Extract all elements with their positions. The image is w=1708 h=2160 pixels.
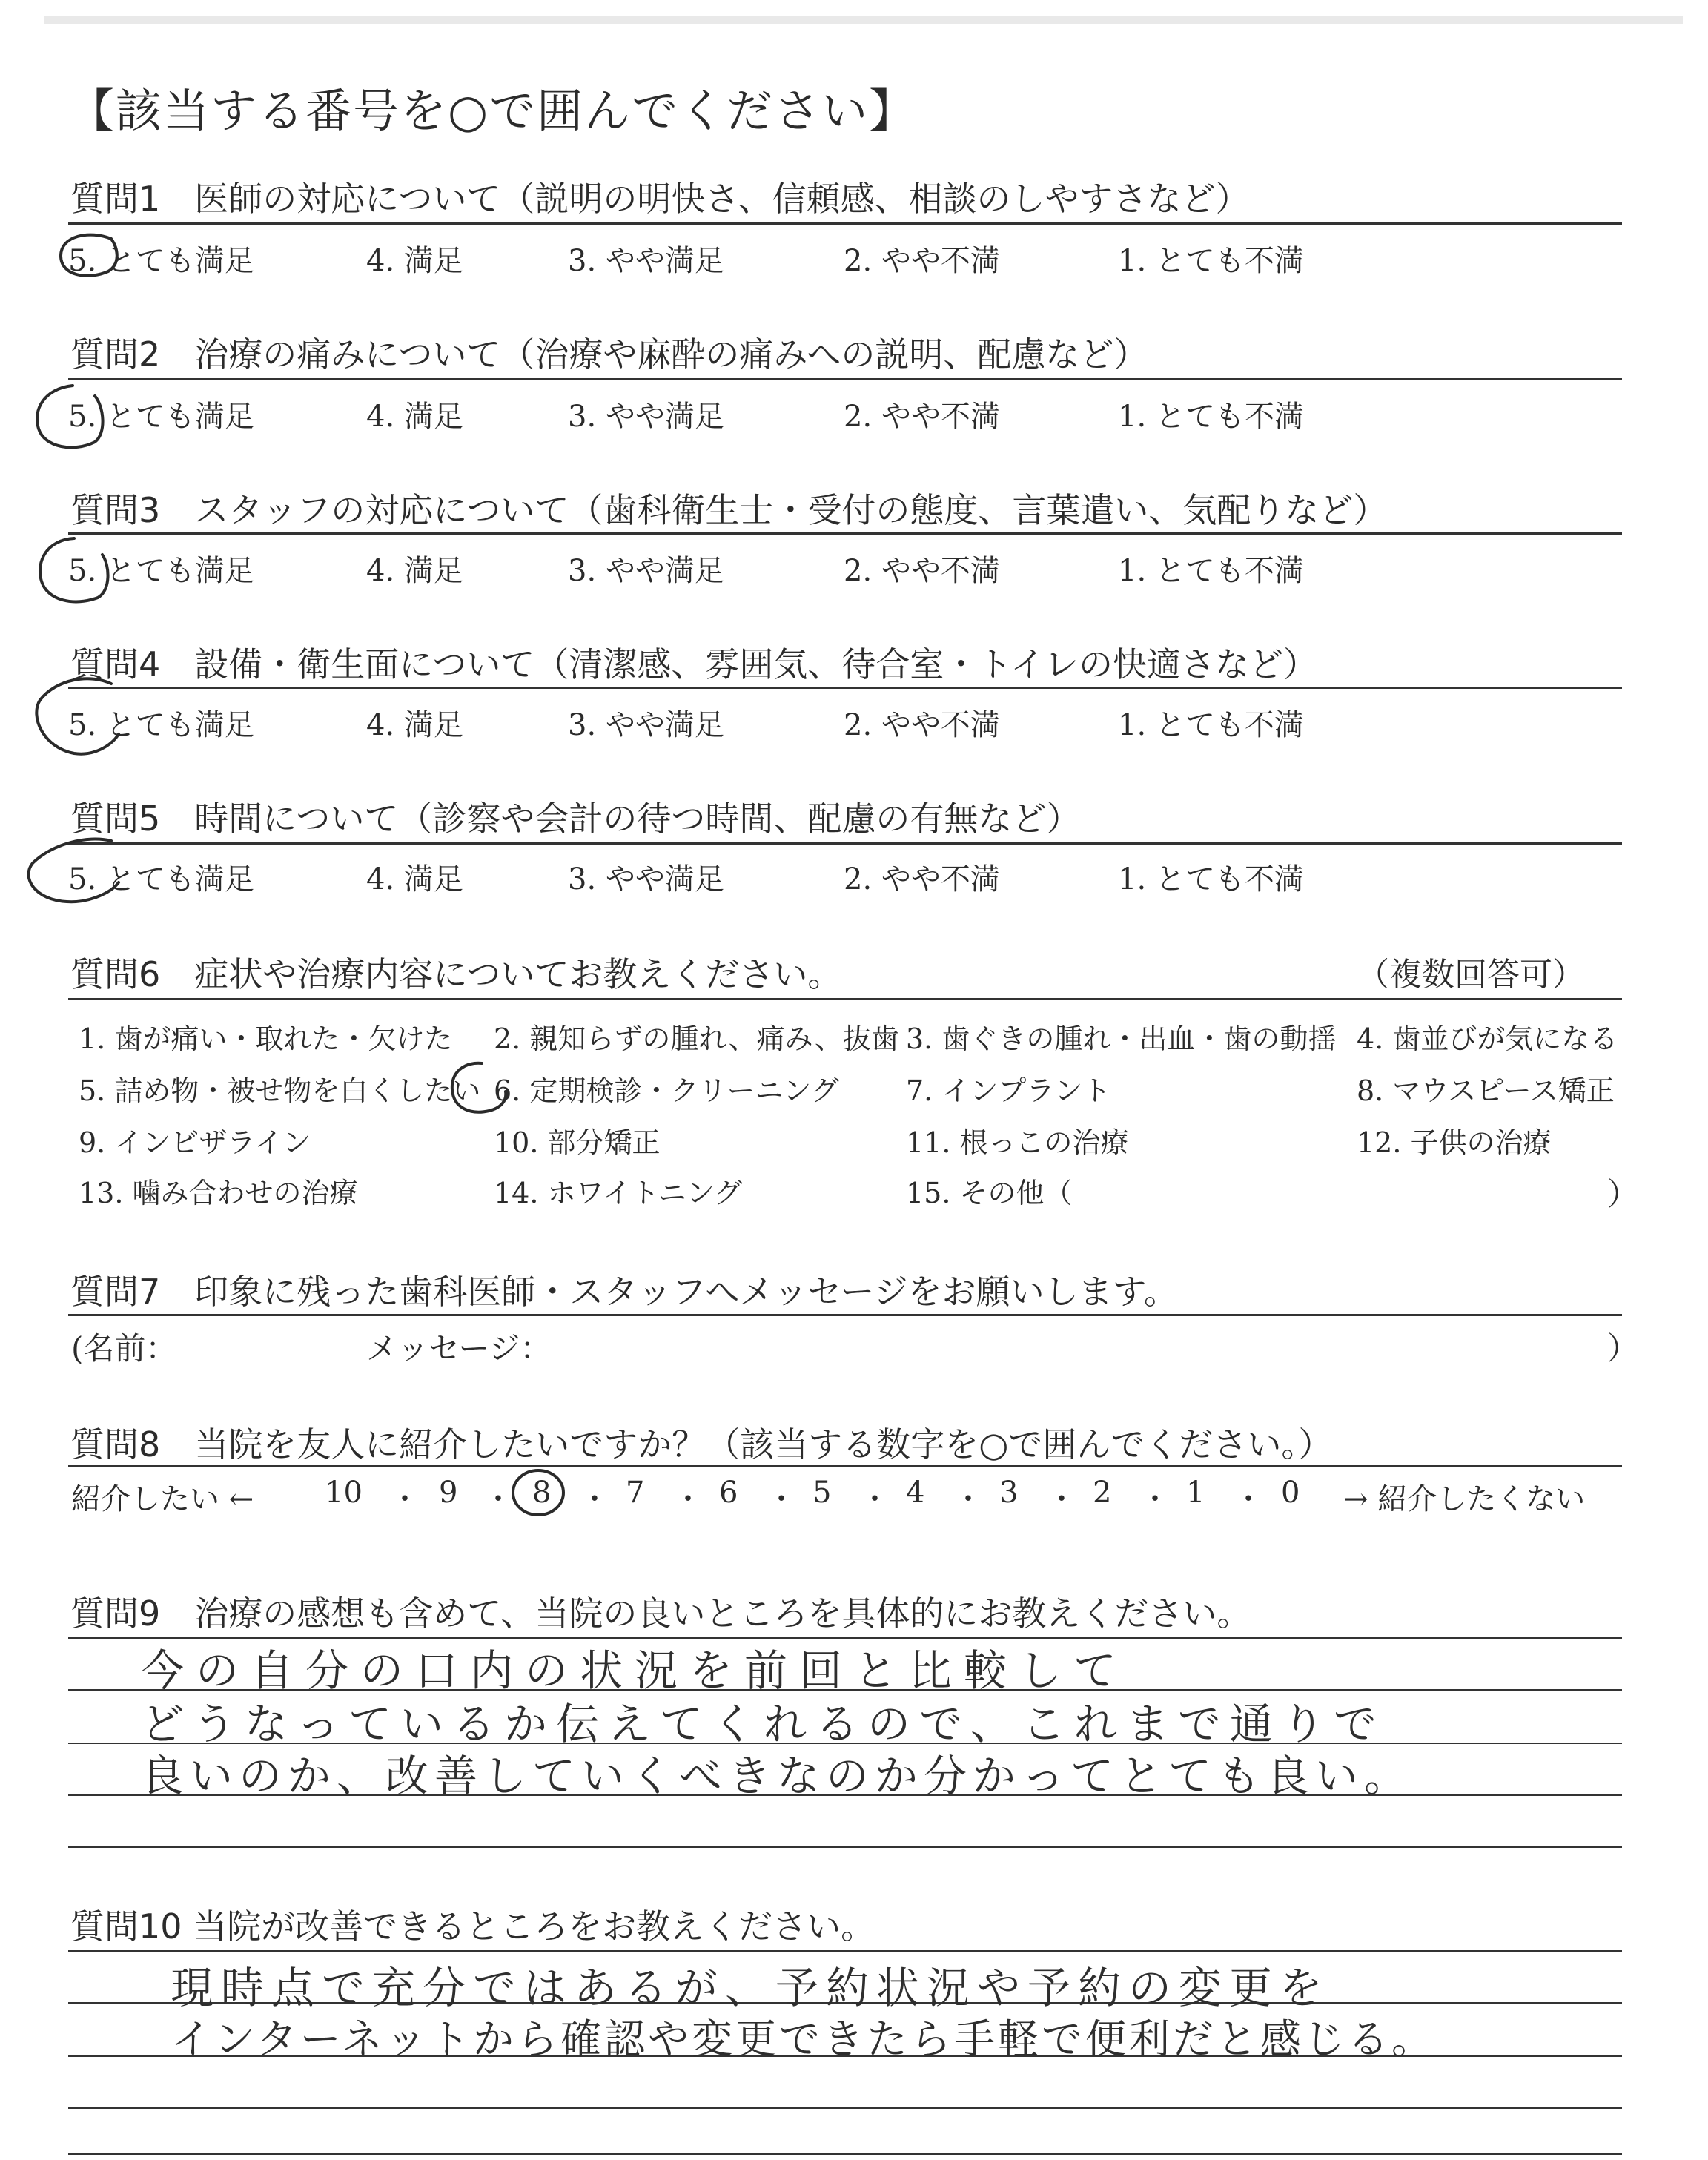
scale-value[interactable]: 0 (1281, 1476, 1300, 1510)
question-title: 質問2 治療の痛みについて（治療や麻酔の痛みへの説明、配慮など） (70, 334, 1148, 374)
option-3[interactable]: 3. やや満足 (568, 400, 724, 434)
close-paren: ） (1607, 1330, 1639, 1367)
symptom-option[interactable]: 1. 歯が痛い・取れた・欠けた (79, 1023, 453, 1055)
scale-value[interactable]: 3 (999, 1476, 1019, 1510)
scale-value[interactable]: 5 (812, 1476, 832, 1510)
option-1[interactable]: 1. とても不満 (1118, 400, 1304, 434)
option-5[interactable]: 5. とても満足 (68, 708, 254, 742)
circle-mark-q4 (36, 678, 119, 753)
symptom-option[interactable]: 15. その他（ (906, 1177, 1073, 1209)
option-4[interactable]: 4. 満足 (366, 400, 463, 434)
question-title: 質問3 スタッフの対応について（歯科衛生士・受付の態度、言葉遣い、気配りなど） (70, 490, 1388, 530)
option-5[interactable]: 5. とても満足 (68, 400, 254, 434)
option-4[interactable]: 4. 満足 (366, 554, 463, 588)
circle-mark-q3 (40, 538, 108, 601)
option-3[interactable]: 3. やや満足 (568, 244, 724, 278)
recommend-label: 紹介したい ← (71, 1482, 254, 1516)
symptom-option[interactable]: 9. インビザライン (79, 1126, 311, 1159)
handwritten-answer-line[interactable]: インターネットから確認や変更できたら手軽で便利だと感じる。 (171, 2015, 1436, 2063)
question-title: 質問10 当院が改善できるところをお教えください。 (70, 1906, 875, 1946)
scale-value[interactable]: 7 (626, 1476, 645, 1510)
symptom-option[interactable]: 6. 定期検診・クリーニング (494, 1074, 839, 1107)
scale-value[interactable]: 2 (1093, 1476, 1112, 1510)
scale-value[interactable]: 10 (325, 1476, 363, 1510)
scale-value[interactable]: 1 (1186, 1476, 1205, 1510)
scale-value[interactable]: 6 (719, 1476, 738, 1510)
circle-mark-q5 (29, 839, 119, 902)
option-3[interactable]: 3. やや満足 (568, 708, 724, 742)
page-title: 【該当する番号を○で囲んでください】 (68, 84, 917, 138)
handwritten-answer-line[interactable]: 良いのか、改善していくべきなのか分かってとても良い。 (141, 1751, 1414, 1801)
symptom-option[interactable]: 12. 子供の治療 (1357, 1126, 1552, 1159)
option-3[interactable]: 3. やや満足 (568, 554, 724, 588)
option-2[interactable]: 2. やや不満 (844, 708, 1000, 742)
symptom-option[interactable]: 13. 噛み合わせの治療 (79, 1177, 358, 1209)
handwritten-answer-line[interactable]: どうなっているか伝えてくれるので、これまで通りで (141, 1699, 1386, 1749)
symptom-option[interactable]: 7. インプラント (906, 1074, 1111, 1107)
circle-mark-q8 (513, 1470, 563, 1515)
option-2[interactable]: 2. やや不満 (844, 400, 1000, 434)
symptom-option[interactable]: 2. 親知らずの腫れ、痛み、抜歯 (494, 1023, 899, 1055)
question-title: 質問1 医師の対応について（説明の明快さ、信頼感、相談のしやすさなど） (70, 179, 1250, 219)
option-5[interactable]: 5. とても満足 (68, 244, 254, 278)
handwritten-answer-line[interactable]: 現時点で充分ではあるが、予約状況や予約の変更を (171, 1963, 1331, 2013)
handwritten-answer-line[interactable]: 今の自分の口内の状況を前回と比較して (141, 1645, 1129, 1696)
question-title: 質問8 当院を友人に紹介したいですか？（該当する数字を○で囲んでください。） (70, 1424, 1333, 1464)
scale-value[interactable]: 8 (532, 1476, 552, 1510)
option-1[interactable]: 1. とても不満 (1118, 708, 1304, 742)
option-5[interactable]: 5. とても満足 (68, 554, 254, 588)
option-4[interactable]: 4. 満足 (366, 244, 463, 278)
not-recommend-label: → 紹介したくない (1343, 1482, 1586, 1516)
option-4[interactable]: 4. 満足 (366, 862, 463, 896)
circle-mark-q2 (37, 386, 103, 447)
question-title: 質問6 症状や治療内容についてお教えください。 (70, 954, 842, 994)
option-2[interactable]: 2. やや不満 (844, 244, 1000, 278)
name-label[interactable]: (名前： (71, 1330, 177, 1367)
scale-value[interactable]: 4 (906, 1476, 925, 1510)
option-3[interactable]: 3. やや満足 (568, 862, 724, 896)
symptom-option[interactable]: 5. 詰め物・被せ物を白くしたい (79, 1074, 481, 1107)
question-title: 質問9 治療の感想も含めて、当院の良いところを具体的にお教えください。 (70, 1593, 1251, 1634)
symptom-option[interactable]: 14. ホワイトニング (494, 1177, 743, 1209)
option-1[interactable]: 1. とても不満 (1118, 244, 1304, 278)
option-5[interactable]: 5. とても満足 (68, 862, 254, 896)
option-2[interactable]: 2. やや不満 (844, 554, 1000, 588)
circle-mark-q6 (452, 1063, 506, 1112)
multiple-answer-note: （複数回答可） (1357, 956, 1585, 994)
close-paren: ） (1607, 1176, 1639, 1212)
symptom-option[interactable]: 3. 歯ぐきの腫れ・出血・歯の動揺 (906, 1023, 1337, 1055)
option-1[interactable]: 1. とても不満 (1118, 554, 1304, 588)
question-title: 質問5 時間について（診察や会計の待つ時間、配慮の有無など） (70, 799, 1081, 839)
option-2[interactable]: 2. やや不満 (844, 862, 1000, 896)
option-1[interactable]: 1. とても不満 (1118, 862, 1304, 896)
question-title: 質問7 印象に残った歯科医師・スタッフへメッセージをお願いします。 (70, 1272, 1178, 1312)
question-title: 質問4 設備・衛生面について（清潔感、雰囲気、待合室・トイレの快適さなど） (70, 644, 1318, 684)
symptom-option[interactable]: 4. 歯並びが気になる (1357, 1023, 1618, 1055)
circle-mark-q1 (61, 235, 117, 276)
option-4[interactable]: 4. 満足 (366, 708, 463, 742)
symptom-option[interactable]: 8. マウスピース矯正 (1357, 1074, 1615, 1107)
symptom-option[interactable]: 10. 部分矯正 (494, 1126, 661, 1159)
symptom-option[interactable]: 11. 根っこの治療 (906, 1126, 1129, 1159)
scale-value[interactable]: 9 (439, 1476, 458, 1510)
message-label[interactable]: メッセージ： (366, 1330, 552, 1367)
